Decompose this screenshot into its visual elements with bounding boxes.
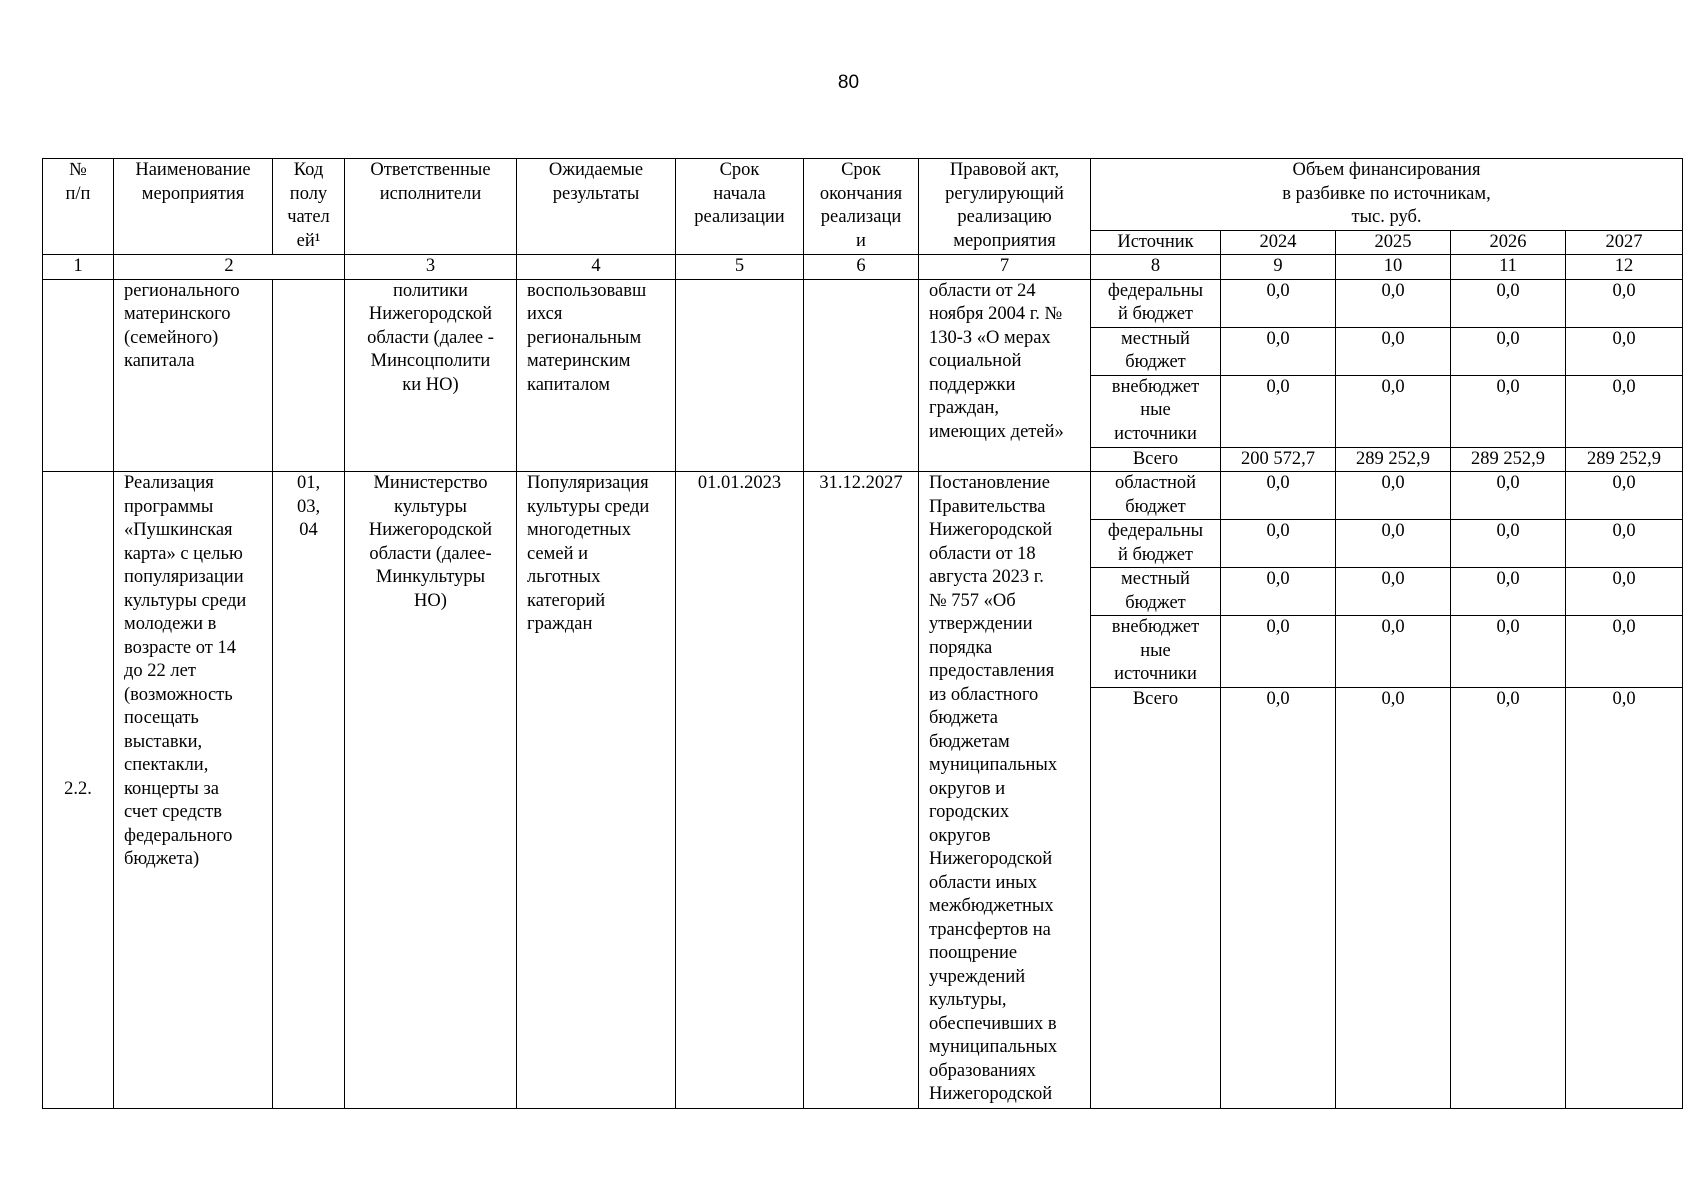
cell-line: п/п — [65, 183, 91, 204]
cell-line: ноября 2004 г. № — [929, 304, 1063, 324]
cell-line: Наименование — [135, 160, 251, 180]
header-responsible — [345, 159, 517, 255]
activity-2-2-responsible — [345, 472, 517, 1109]
cell-line: до 22 лет — [124, 661, 196, 681]
cell-line: бюджет — [1125, 592, 1186, 613]
continued-value: 0,0 — [1336, 327, 1451, 375]
header-year: 2027 — [1566, 230, 1683, 255]
cell-line: «Пушкинская — [124, 520, 233, 540]
cell-line: городских — [929, 802, 1010, 822]
column-number: 9 — [1221, 255, 1336, 280]
continued-value: 200 572,7 — [1221, 447, 1336, 472]
cell-line: культуры — [394, 496, 467, 517]
cell-line: возрасте от 14 — [124, 637, 236, 658]
column-numbers-row — [43, 255, 1683, 280]
cell-line: материнского — [124, 304, 231, 324]
cell-line: имеющих детей» — [929, 421, 1064, 442]
cell-line: из областного — [929, 684, 1039, 705]
cell-line: Правовой акт, — [949, 160, 1060, 180]
cell-line: (семейного) — [124, 327, 219, 348]
cell-line: капиталом — [527, 374, 610, 395]
continued-responsible — [345, 279, 517, 472]
cell-line: Популяризация — [527, 473, 649, 493]
cell-line: источники — [1114, 664, 1197, 684]
activity-2-2-value: 0,0 — [1221, 568, 1336, 616]
cell-line: полу — [289, 183, 328, 204]
continued-value: 0,0 — [1336, 375, 1451, 447]
cell-line: счет средств — [124, 802, 222, 822]
continued-value: 0,0 — [1566, 375, 1683, 447]
continued-value: 0,0 — [1451, 327, 1566, 375]
cell-line: области (далее - — [367, 327, 494, 348]
cell-line: округов и — [929, 778, 1006, 799]
cell-line: бюджета — [929, 708, 998, 728]
cell-line: Всего — [1132, 689, 1179, 709]
cell-line: популяризации — [124, 567, 244, 587]
cell-line: внебюджет — [1111, 376, 1200, 397]
cell-line: реализации — [694, 207, 785, 227]
activity-2-2-value: 0,0 — [1336, 568, 1451, 616]
cell-line: региональным — [527, 327, 642, 348]
cell-line: округов — [929, 825, 991, 846]
cell-line: трансфертов на — [929, 919, 1051, 940]
column-number: 1 — [43, 255, 114, 280]
activity-2-2-value: 0,0 — [1451, 520, 1566, 568]
column-number: 8 — [1091, 255, 1221, 280]
column-number: 12 — [1566, 255, 1683, 280]
cell-line: федерального — [124, 825, 233, 846]
cell-line: концерты за — [124, 778, 219, 799]
continued-value: 0,0 — [1221, 327, 1336, 375]
column-number: 3 — [345, 255, 517, 280]
activity-2-2-value: 0,0 — [1221, 520, 1336, 568]
cell-line: спектакли, — [124, 755, 209, 775]
activity-2-2-value: 0,0 — [1336, 520, 1451, 568]
cell-line: выставки, — [124, 731, 203, 752]
header-expected — [517, 159, 676, 255]
continued-value: 0,0 — [1221, 375, 1336, 447]
cell-line: областной — [1115, 473, 1196, 493]
cell-line: социальной — [929, 351, 1022, 371]
cell-line: (возможность — [124, 684, 233, 705]
cell-line: Ответственные — [370, 160, 491, 180]
activity-2-2-source — [1091, 472, 1221, 520]
continued-value: 0,0 — [1566, 327, 1683, 375]
cell-line: чател — [287, 207, 330, 227]
continued-code — [273, 279, 345, 472]
cell-line: Срок — [841, 160, 881, 180]
cell-line: Ожидаемые — [548, 160, 644, 180]
cell-line: многодетных — [527, 520, 631, 540]
header-year: 2024 — [1221, 230, 1336, 255]
activity-2-2-value: 0,0 — [1221, 616, 1336, 688]
cell-line: бюджет — [1125, 496, 1186, 517]
cell-line: ные — [1140, 640, 1171, 661]
cell-line: Нижегородской — [929, 1084, 1053, 1104]
cell-line: августа 2023 г. — [929, 567, 1044, 587]
cell-line: 130-З «О мерах — [929, 327, 1051, 348]
continued-value: 0,0 — [1336, 279, 1451, 327]
activity-2-2-funding-row — [43, 472, 1683, 520]
activity-2-2-start: 01.01.2023 — [676, 472, 804, 1109]
header-code — [273, 159, 345, 255]
column-number: 10 — [1336, 255, 1451, 280]
activity-2-2-value: 0,0 — [1451, 616, 1566, 688]
cell-line: Нижегородской — [929, 849, 1053, 869]
cell-line: муниципальных — [929, 755, 1058, 775]
cell-line: местный — [1121, 569, 1190, 589]
activity-2-2-value: 0,0 — [1566, 472, 1683, 520]
continued-funding-row — [43, 279, 1683, 327]
cell-line: политики — [393, 280, 468, 301]
cell-line: федеральны — [1107, 521, 1204, 541]
page-number: 80 — [837, 72, 860, 93]
cell-line: Минсоцполити — [370, 351, 491, 371]
cell-line: окончания — [819, 183, 903, 204]
activity-2-2-source — [1091, 520, 1221, 568]
column-number: 4 — [517, 255, 676, 280]
cell-line: посещать — [124, 708, 199, 728]
header-num — [43, 159, 114, 255]
cell-line: 04 — [299, 520, 318, 540]
column-number: 11 — [1451, 255, 1566, 280]
cell-line: Нижегородской — [368, 304, 493, 324]
activity-2-2-value: 0,0 — [1566, 520, 1683, 568]
continued-end — [804, 279, 919, 472]
cell-line: федеральны — [1107, 280, 1204, 301]
continued-value: 289 252,9 — [1566, 447, 1683, 472]
cell-line: капитала — [124, 351, 195, 371]
cell-line: источники — [1114, 423, 1197, 444]
header-source: Источник — [1091, 230, 1221, 255]
column-number: 6 — [804, 255, 919, 280]
cell-line: семей и — [527, 543, 588, 564]
activity-2-2-source — [1091, 616, 1221, 688]
activities-table — [42, 158, 1683, 1109]
cell-line: межбюджетных — [929, 896, 1054, 916]
activity-2-2-value: 0,0 — [1336, 472, 1451, 520]
cell-line: воспользовавш — [527, 280, 647, 301]
header-name — [114, 159, 273, 255]
continued-act — [919, 279, 1091, 472]
cell-line: в разбивке по источникам, — [1282, 183, 1491, 204]
activity-2-2-value: 0,0 — [1566, 616, 1683, 688]
cell-line: № 757 «Об — [929, 590, 1016, 611]
activity-2-2-value: 0,0 — [1451, 568, 1566, 616]
cell-line: внебюджет — [1111, 617, 1200, 637]
continued-source — [1091, 447, 1221, 472]
cell-line: учреждений — [929, 966, 1026, 987]
cell-line: предоставления — [929, 661, 1055, 681]
cell-line: ихся — [527, 304, 563, 324]
cell-line: й бюджет — [1117, 544, 1194, 565]
cell-line: поощрение — [929, 943, 1018, 963]
continued-source — [1091, 327, 1221, 375]
continued-value: 0,0 — [1451, 279, 1566, 327]
cell-line: регулирующий — [945, 183, 1064, 204]
cell-line: Код — [293, 160, 324, 180]
continued-value: 0,0 — [1566, 279, 1683, 327]
cell-line: регионального — [124, 280, 240, 301]
header-end — [804, 159, 919, 255]
cell-line: мероприятия — [953, 230, 1056, 251]
cell-line: культуры среди — [124, 590, 247, 611]
column-number: 5 — [676, 255, 804, 280]
cell-line: категорий — [527, 590, 606, 611]
activity-2-2-value: 0,0 — [1221, 472, 1336, 520]
cell-line: обеспечивших в — [929, 1013, 1057, 1034]
activity-2-2-source — [1091, 568, 1221, 616]
cell-line: ки НО) — [402, 374, 459, 395]
cell-line: Реализация — [124, 473, 214, 493]
header-row — [43, 159, 1683, 231]
cell-line: муниципальных — [929, 1037, 1058, 1057]
cell-line: 03, — [296, 496, 321, 517]
continued-num — [43, 279, 114, 472]
header-act — [919, 159, 1091, 255]
cell-line: № — [69, 160, 87, 180]
cell-line: местный — [1121, 328, 1190, 349]
cell-line: Объем финансирования — [1292, 160, 1481, 180]
cell-line: области иных — [929, 872, 1037, 893]
continued-start — [676, 279, 804, 472]
activity-2-2-source — [1091, 688, 1221, 1109]
cell-line: Правительства — [929, 496, 1046, 517]
activity-2-2-value: 0,0 — [1451, 688, 1566, 1109]
cell-line: исполнители — [379, 183, 482, 204]
cell-line: Минкультуры — [375, 567, 486, 587]
cell-line: культуры, — [929, 990, 1007, 1010]
cell-line: Министерство — [373, 473, 488, 493]
cell-line: Срок — [719, 160, 760, 180]
activity-2-2-end: 31.12.2027 — [804, 472, 919, 1109]
cell-line: Нижегородской — [368, 520, 493, 540]
continued-value: 0,0 — [1451, 375, 1566, 447]
cell-line: граждан — [527, 614, 593, 634]
activity-2-2-code — [273, 472, 345, 1109]
activity-2-2-value: 0,0 — [1336, 688, 1451, 1109]
cell-line: области от 24 — [929, 280, 1036, 301]
continued-name — [114, 279, 273, 472]
cell-line: тыс. руб. — [1351, 207, 1422, 227]
activity-2-2-num: 2.2. — [43, 472, 114, 1109]
activity-2-2-act — [919, 472, 1091, 1109]
header-funding — [1091, 159, 1683, 231]
cell-line: НО) — [414, 590, 447, 611]
cell-line: реализаци — [820, 207, 902, 227]
cell-line: 01, — [296, 473, 321, 493]
cell-line: материнским — [527, 351, 631, 371]
cell-line: Постановление — [929, 473, 1050, 493]
cell-line: карта» с целью — [124, 543, 243, 564]
activity-2-2-expected — [517, 472, 676, 1109]
activity-2-2-value: 0,0 — [1566, 688, 1683, 1109]
cell-line: граждан, — [929, 398, 999, 418]
cell-line: реализацию — [957, 207, 1052, 227]
column-number: 7 — [919, 255, 1091, 280]
cell-line: ные — [1140, 400, 1171, 420]
continued-value: 289 252,9 — [1451, 447, 1566, 472]
activity-2-2-value: 0,0 — [1336, 616, 1451, 688]
activity-2-2-value: 0,0 — [1566, 568, 1683, 616]
cell-line: й бюджет — [1117, 304, 1194, 324]
continued-value: 289 252,9 — [1336, 447, 1451, 472]
header-year: 2025 — [1336, 230, 1451, 255]
cell-line: начала — [713, 183, 766, 204]
cell-line: области (далее- — [369, 543, 492, 564]
continued-value: 0,0 — [1221, 279, 1336, 327]
cell-line: утверждении — [929, 614, 1033, 634]
activity-2-2-name — [114, 472, 273, 1109]
cell-line: Всего — [1132, 448, 1179, 469]
cell-line: образованиях — [929, 1060, 1036, 1081]
cell-line: порядка — [929, 637, 993, 658]
cell-line: ей¹ — [296, 230, 321, 251]
cell-line: бюджета) — [124, 849, 200, 869]
activity-2-2-value: 0,0 — [1451, 472, 1566, 520]
cell-line: поддержки — [929, 374, 1016, 395]
cell-line: и — [856, 230, 866, 251]
header-start — [676, 159, 804, 255]
column-number: 2 — [114, 255, 345, 280]
cell-line: льготных — [527, 567, 601, 587]
activity-2-2-value: 0,0 — [1221, 688, 1336, 1109]
cell-line: области от 18 — [929, 543, 1036, 564]
cell-line: молодежи в — [124, 614, 217, 634]
continued-source — [1091, 279, 1221, 327]
cell-line: культуры среди — [527, 496, 650, 517]
cell-line: бюджет — [1125, 352, 1186, 372]
continued-source — [1091, 375, 1221, 447]
cell-line: бюджетам — [929, 731, 1010, 752]
cell-line: Нижегородской — [929, 520, 1053, 540]
cell-line: программы — [124, 496, 214, 517]
header-year: 2026 — [1451, 230, 1566, 255]
cell-line: результаты — [552, 183, 640, 204]
cell-line: мероприятия — [141, 183, 245, 204]
continued-expected — [517, 279, 676, 472]
